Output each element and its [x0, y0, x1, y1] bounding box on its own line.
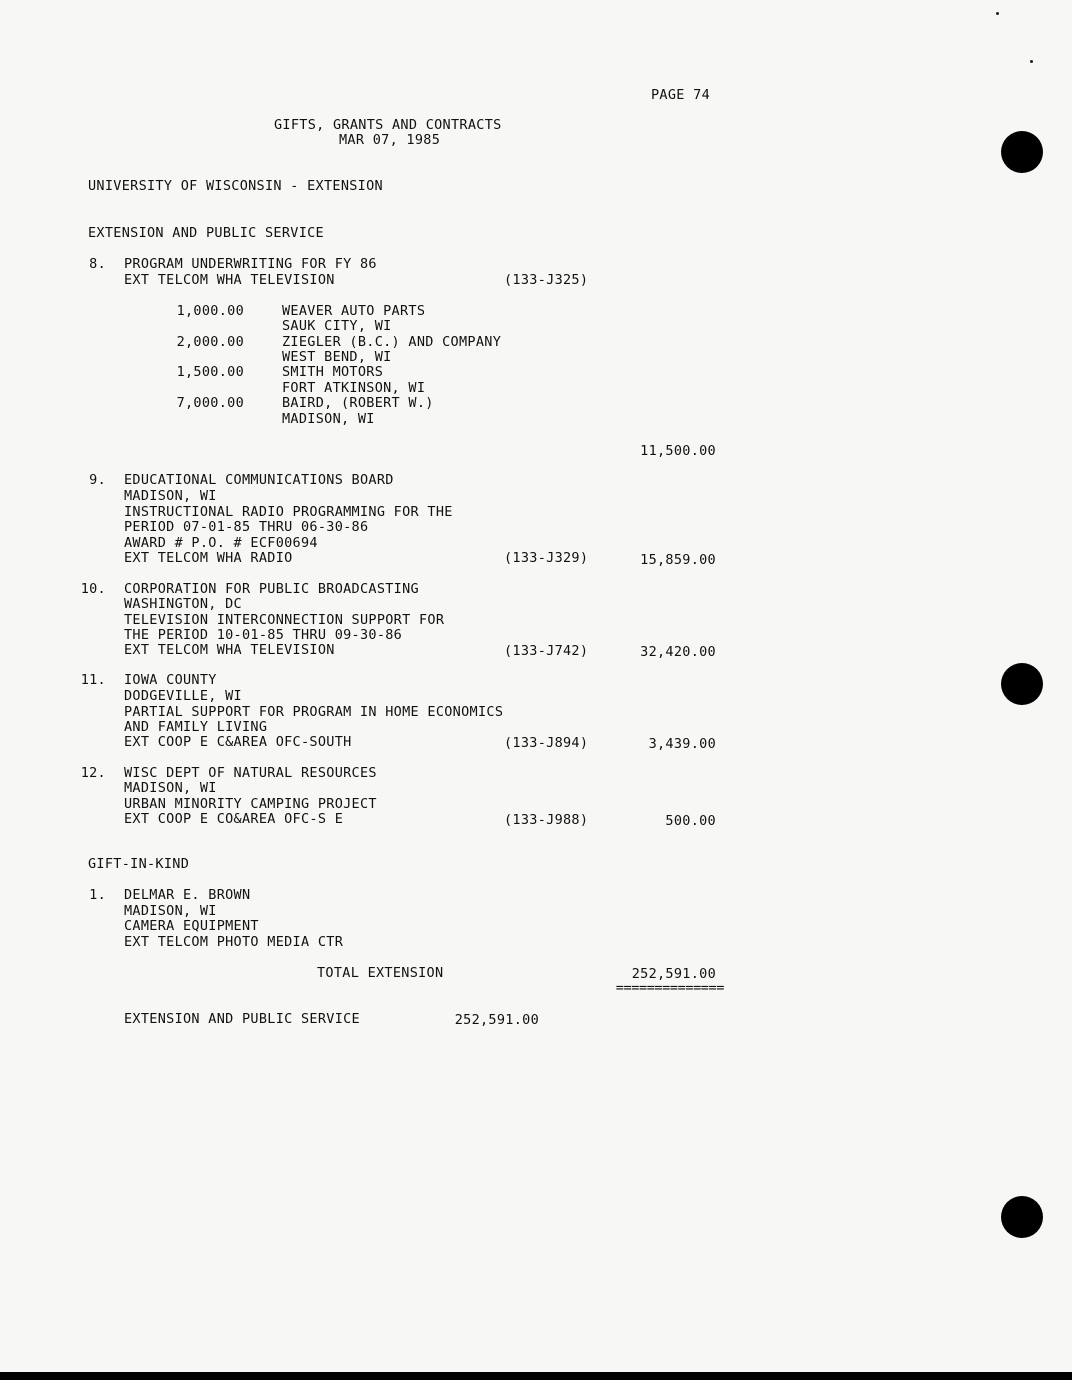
item-number: 12.: [80, 765, 106, 781]
account-code: (133-J742): [504, 643, 589, 659]
donor-amount: 1,000.00: [176, 303, 244, 319]
item-number: 1.: [89, 887, 106, 903]
donor-name: SMITH MOTORS: [282, 364, 384, 380]
item-line: MADISON, WI: [124, 780, 217, 796]
item-number: 10.: [80, 581, 106, 597]
donor-city: SAUK CITY, WI: [282, 318, 392, 334]
item-line: URBAN MINORITY CAMPING PROJECT: [124, 796, 377, 812]
scan-speck: [1030, 60, 1033, 63]
summary-label: EXTENSION AND PUBLIC SERVICE: [124, 1011, 360, 1027]
item-line: EXT TELCOM PHOTO MEDIA CTR: [124, 934, 344, 950]
account-code: (133-J325): [504, 272, 589, 288]
item-amount: 32,420.00: [640, 644, 716, 660]
account-code: (133-J894): [504, 735, 589, 751]
item-line: EDUCATIONAL COMMUNICATIONS BOARD: [124, 472, 394, 488]
section-heading: EXTENSION AND PUBLIC SERVICE: [88, 225, 324, 241]
item-line: CORPORATION FOR PUBLIC BROADCASTING: [124, 581, 419, 597]
account-code: (133-J988): [504, 812, 589, 828]
binder-hole-bottom: [1001, 1196, 1043, 1238]
item-number: 8.: [89, 256, 106, 272]
item-line: PROGRAM UNDERWRITING FOR FY 86: [124, 256, 377, 272]
page-number: PAGE 74: [651, 87, 710, 103]
item-line: CAMERA EQUIPMENT: [124, 918, 259, 934]
total-label: TOTAL EXTENSION: [317, 965, 444, 981]
donor-amount: 1,500.00: [176, 364, 244, 380]
item-amount: 500.00: [665, 813, 716, 829]
donor-city: WEST BEND, WI: [282, 349, 392, 365]
item-line: IOWA COUNTY: [124, 672, 217, 688]
scan-edge: [0, 1372, 1072, 1380]
item-line: THE PERIOD 10-01-85 THRU 09-30-86: [124, 627, 403, 643]
item-line: EXT TELCOM WHA RADIO: [124, 550, 293, 566]
item-line: EXT COOP E CO&AREA OFC-S E: [124, 811, 344, 827]
gift-in-kind-heading: GIFT-IN-KIND: [88, 856, 190, 872]
donor-name: ZIEGLER (B.C.) AND COMPANY: [282, 334, 502, 350]
item-line: AND FAMILY LIVING: [124, 719, 268, 735]
item-amount: 3,439.00: [648, 736, 716, 752]
total-double-rule: ==============: [615, 980, 724, 996]
binder-hole-top: [1001, 131, 1043, 173]
donor-name: WEAVER AUTO PARTS: [282, 303, 426, 319]
item-line: EXT COOP E C&AREA OFC-SOUTH: [124, 734, 352, 750]
donor-city: MADISON, WI: [282, 411, 375, 427]
item-line: PARTIAL SUPPORT FOR PROGRAM IN HOME ECONOMICS: [124, 704, 504, 720]
item-amount: 15,859.00: [640, 552, 716, 568]
item-total: 11,500.00: [640, 443, 716, 459]
item-line: WISC DEPT OF NATURAL RESOURCES: [124, 765, 377, 781]
item-line: EXT TELCOM WHA TELEVISION: [124, 272, 335, 288]
document-title: GIFTS, GRANTS AND CONTRACTS: [274, 117, 502, 133]
item-line: WASHINGTON, DC: [124, 596, 242, 612]
item-line: MADISON, WI: [124, 903, 217, 919]
item-number: 11.: [80, 672, 106, 688]
item-line: AWARD # P.O. # ECF00694: [124, 535, 318, 551]
binder-hole-middle: [1001, 663, 1043, 705]
scan-speck: [996, 12, 999, 15]
item-line: INSTRUCTIONAL RADIO PROGRAMMING FOR THE: [124, 504, 453, 520]
donor-name: BAIRD, (ROBERT W.): [282, 395, 434, 411]
item-line: DELMAR E. BROWN: [124, 887, 251, 903]
institution-heading: UNIVERSITY OF WISCONSIN - EXTENSION: [88, 178, 383, 194]
item-line: PERIOD 07-01-85 THRU 06-30-86: [124, 519, 369, 535]
donor-amount: 2,000.00: [176, 334, 244, 350]
item-number: 9.: [89, 472, 106, 488]
total-amount: 252,591.00: [631, 966, 716, 982]
document-date: MAR 07, 1985: [339, 132, 441, 148]
item-line: TELEVISION INTERCONNECTION SUPPORT FOR: [124, 612, 445, 628]
account-code: (133-J329): [504, 550, 589, 566]
item-line: MADISON, WI: [124, 488, 217, 504]
item-line: EXT TELCOM WHA TELEVISION: [124, 642, 335, 658]
donor-city: FORT ATKINSON, WI: [282, 380, 426, 396]
summary-amount: 252,591.00: [454, 1012, 539, 1028]
item-line: DODGEVILLE, WI: [124, 688, 242, 704]
donor-amount: 7,000.00: [176, 395, 244, 411]
